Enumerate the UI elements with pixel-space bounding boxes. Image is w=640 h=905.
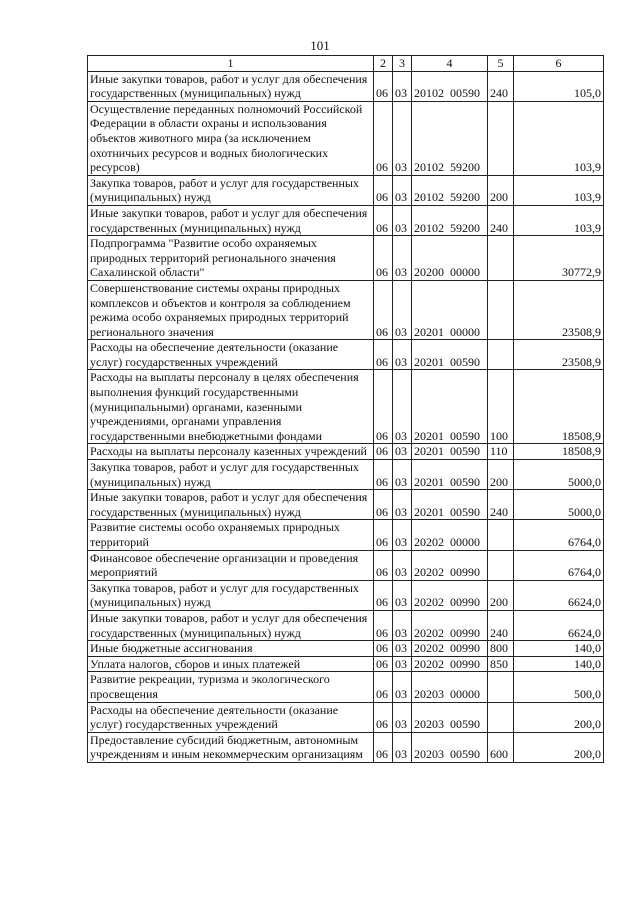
row-subsection-cell: 03 bbox=[393, 641, 412, 657]
column-header: 4 bbox=[412, 56, 488, 72]
row-subsection-cell: 03 bbox=[393, 702, 412, 732]
row-name-cell: Закупка товаров, работ и услуг для государственных (муниципальных) нужд bbox=[88, 580, 374, 610]
row-name-cell: Иные закупки товаров, работ и услуг для обеспечения государственных (муниципальных) нужд bbox=[88, 205, 374, 235]
target-article-direction-code: 00000 bbox=[450, 535, 480, 549]
row-name-cell: Закупка товаров, работ и услуг для государственных (муниципальных) нужд bbox=[88, 460, 374, 490]
row-section-cell: 06 bbox=[374, 672, 393, 702]
row-section-cell: 06 bbox=[374, 236, 393, 281]
row-expense-type-cell: 200 bbox=[488, 580, 514, 610]
table-row bbox=[88, 702, 604, 732]
row-expense-type-cell: 240 bbox=[488, 205, 514, 235]
row-target-article-cell bbox=[412, 280, 488, 339]
row-subsection-cell: 03 bbox=[393, 580, 412, 610]
row-subsection-cell: 03 bbox=[393, 205, 412, 235]
row-subsection-cell: 03 bbox=[393, 236, 412, 281]
row-sum-cell: 105,0 bbox=[514, 71, 604, 101]
row-target-article-cell bbox=[412, 610, 488, 640]
target-article-program-code: 20203 bbox=[414, 686, 444, 701]
target-article-program-code: 20203 bbox=[414, 717, 444, 732]
row-target-article-cell bbox=[412, 460, 488, 490]
row-sum-cell: 200,0 bbox=[514, 702, 604, 732]
row-section-cell: 06 bbox=[374, 641, 393, 657]
row-target-article-cell bbox=[412, 236, 488, 281]
row-name-cell: Расходы на выплаты персоналу казенных учреждений bbox=[88, 444, 374, 460]
row-section-cell: 06 bbox=[374, 580, 393, 610]
row-section-cell: 06 bbox=[374, 370, 393, 444]
row-expense-type-cell bbox=[488, 672, 514, 702]
target-article-program-code: 20202 bbox=[414, 565, 444, 580]
target-article-program-code: 20201 bbox=[414, 354, 444, 369]
row-expense-type-cell: 200 bbox=[488, 175, 514, 205]
table-row bbox=[88, 656, 604, 672]
row-subsection-cell: 03 bbox=[393, 610, 412, 640]
row-target-article-cell bbox=[412, 370, 488, 444]
row-expense-type-cell bbox=[488, 340, 514, 370]
target-article-program-code: 20202 bbox=[414, 641, 444, 656]
target-article-direction-code: 00990 bbox=[450, 641, 480, 656]
row-expense-type-cell: 240 bbox=[488, 610, 514, 640]
target-article-direction-code: 00990 bbox=[450, 656, 480, 671]
table-row bbox=[88, 520, 604, 550]
row-name-cell: Иные бюджетные ассигнования bbox=[88, 641, 374, 657]
row-sum-cell: 18508,9 bbox=[514, 444, 604, 460]
table-row bbox=[88, 610, 604, 640]
row-subsection-cell: 03 bbox=[393, 520, 412, 550]
row-target-article-cell bbox=[412, 101, 488, 175]
row-sum-cell: 6624,0 bbox=[514, 610, 604, 640]
row-expense-type-cell: 240 bbox=[488, 71, 514, 101]
row-target-article-cell bbox=[412, 550, 488, 580]
row-target-article-cell bbox=[412, 702, 488, 732]
row-expense-type-cell bbox=[488, 702, 514, 732]
table-row bbox=[88, 236, 604, 281]
row-section-cell: 06 bbox=[374, 610, 393, 640]
row-sum-cell: 23508,9 bbox=[514, 340, 604, 370]
row-subsection-cell: 03 bbox=[393, 490, 412, 520]
row-name-cell: Расходы на обеспечение деятельности (оказание услуг) государственных учреждений bbox=[88, 702, 374, 732]
row-subsection-cell: 03 bbox=[393, 101, 412, 175]
row-section-cell: 06 bbox=[374, 71, 393, 101]
row-name-cell: Расходы на обеспечение деятельности (оказание услуг) государственных учреждений bbox=[88, 340, 374, 370]
target-article-direction-code: 00000 bbox=[450, 686, 480, 701]
row-sum-cell: 6764,0 bbox=[514, 550, 604, 580]
row-name-cell: Иные закупки товаров, работ и услуг для обеспечения государственных (муниципальных) нужд bbox=[88, 71, 374, 101]
row-expense-type-cell bbox=[488, 101, 514, 175]
row-subsection-cell: 03 bbox=[393, 370, 412, 444]
target-article-program-code: 20201 bbox=[414, 474, 444, 489]
target-article-direction-code: 00990 bbox=[450, 565, 480, 580]
target-article-direction-code: 00590 bbox=[450, 474, 480, 489]
row-section-cell: 06 bbox=[374, 175, 393, 205]
target-article-direction-code: 59200 bbox=[450, 190, 480, 205]
row-subsection-cell: 03 bbox=[393, 340, 412, 370]
target-article-program-code: 20102 bbox=[414, 160, 444, 175]
row-name-cell: Развитие рекреации, туризма и экологического просвещения bbox=[88, 672, 374, 702]
row-expense-type-cell: 100 bbox=[488, 370, 514, 444]
target-article-program-code: 20201 bbox=[414, 428, 444, 443]
row-name-cell: Совершенствование системы охраны природных комплексов и объектов и контроля за соблюдением режима особо охраняемых природных территорий регионального значения bbox=[88, 280, 374, 339]
row-section-cell: 06 bbox=[374, 550, 393, 580]
row-sum-cell: 200,0 bbox=[514, 732, 604, 762]
table-row bbox=[88, 370, 604, 444]
target-article-program-code: 20200 bbox=[414, 265, 444, 280]
target-article-direction-code: 00590 bbox=[450, 717, 480, 732]
row-target-article-cell bbox=[412, 520, 488, 550]
table-row bbox=[88, 175, 604, 205]
row-target-article-cell bbox=[412, 656, 488, 672]
row-expense-type-cell bbox=[488, 280, 514, 339]
table-row bbox=[88, 444, 604, 460]
row-target-article-cell bbox=[412, 444, 488, 460]
row-section-cell: 06 bbox=[374, 520, 393, 550]
row-target-article-cell bbox=[412, 175, 488, 205]
row-name-cell: Уплата налогов, сборов и иных платежей bbox=[88, 656, 374, 672]
row-sum-cell: 103,9 bbox=[514, 205, 604, 235]
target-article-direction-code: 00590 bbox=[450, 444, 480, 459]
row-target-article-cell bbox=[412, 672, 488, 702]
table-row bbox=[88, 550, 604, 580]
table-row bbox=[88, 732, 604, 762]
target-article-direction-code: 00990 bbox=[450, 625, 480, 640]
row-subsection-cell: 03 bbox=[393, 672, 412, 702]
row-expense-type-cell: 850 bbox=[488, 656, 514, 672]
row-expense-type-cell: 240 bbox=[488, 490, 514, 520]
budget-table bbox=[87, 55, 604, 763]
row-section-cell: 06 bbox=[374, 205, 393, 235]
table-row bbox=[88, 580, 604, 610]
table-row bbox=[88, 71, 604, 101]
row-name-cell: Развитие системы особо охраняемых природных территорий bbox=[88, 520, 374, 550]
row-target-article-cell bbox=[412, 490, 488, 520]
target-article-direction-code: 00590 bbox=[450, 504, 480, 519]
row-subsection-cell: 03 bbox=[393, 280, 412, 339]
target-article-program-code: 20202 bbox=[414, 595, 444, 610]
row-section-cell: 06 bbox=[374, 490, 393, 520]
row-sum-cell: 500,0 bbox=[514, 672, 604, 702]
table-row bbox=[88, 490, 604, 520]
row-target-article-cell bbox=[412, 205, 488, 235]
target-article-program-code: 20202 bbox=[414, 535, 444, 549]
row-section-cell: 06 bbox=[374, 702, 393, 732]
row-sum-cell: 30772,9 bbox=[514, 236, 604, 281]
header-row bbox=[88, 56, 604, 72]
target-article-direction-code: 00000 bbox=[450, 265, 480, 280]
row-section-cell: 06 bbox=[374, 444, 393, 460]
target-article-direction-code: 00590 bbox=[450, 354, 480, 369]
row-subsection-cell: 03 bbox=[393, 175, 412, 205]
target-article-direction-code: 00000 bbox=[450, 324, 480, 339]
row-sum-cell: 103,9 bbox=[514, 101, 604, 175]
row-sum-cell: 6624,0 bbox=[514, 580, 604, 610]
row-section-cell: 06 bbox=[374, 101, 393, 175]
row-sum-cell: 5000,0 bbox=[514, 460, 604, 490]
row-name-cell: Иные закупки товаров, работ и услуг для обеспечения государственных (муниципальных) нужд bbox=[88, 610, 374, 640]
target-article-program-code: 20102 bbox=[414, 86, 444, 101]
row-expense-type-cell: 200 bbox=[488, 460, 514, 490]
row-expense-type-cell bbox=[488, 550, 514, 580]
table-body bbox=[88, 71, 604, 762]
row-name-cell: Предоставление субсидий бюджетным, автономным учреждениям и иным некоммерческим организациям bbox=[88, 732, 374, 762]
row-subsection-cell: 03 bbox=[393, 460, 412, 490]
row-section-cell: 06 bbox=[374, 340, 393, 370]
row-sum-cell: 23508,9 bbox=[514, 280, 604, 339]
table-row bbox=[88, 641, 604, 657]
row-name-cell: Закупка товаров, работ и услуг для государственных (муниципальных) нужд bbox=[88, 175, 374, 205]
row-sum-cell: 103,9 bbox=[514, 175, 604, 205]
row-section-cell: 06 bbox=[374, 280, 393, 339]
row-expense-type-cell: 110 bbox=[488, 444, 514, 460]
row-name-cell: Иные закупки товаров, работ и услуг для обеспечения государственных (муниципальных) нужд bbox=[88, 490, 374, 520]
target-article-direction-code: 00590 bbox=[450, 747, 480, 762]
column-header: 1 bbox=[88, 56, 374, 72]
target-article-direction-code: 59200 bbox=[450, 220, 480, 235]
table-row bbox=[88, 340, 604, 370]
row-expense-type-cell: 600 bbox=[488, 732, 514, 762]
page-number: 101 bbox=[310, 38, 330, 53]
row-expense-type-cell: 800 bbox=[488, 641, 514, 657]
table-row bbox=[88, 672, 604, 702]
row-sum-cell: 6764,0 bbox=[514, 520, 604, 550]
row-target-article-cell bbox=[412, 641, 488, 657]
target-article-program-code: 20202 bbox=[414, 625, 444, 640]
row-sum-cell: 140,0 bbox=[514, 641, 604, 657]
target-article-direction-code: 59200 bbox=[450, 160, 480, 175]
row-name-cell: Подпрограмма "Развитие особо охраняемых природных территорий регионального значения Сахалинской области" bbox=[88, 236, 374, 281]
column-header: 3 bbox=[393, 56, 412, 72]
table-row bbox=[88, 280, 604, 339]
row-sum-cell: 140,0 bbox=[514, 656, 604, 672]
row-target-article-cell bbox=[412, 732, 488, 762]
row-section-cell: 06 bbox=[374, 460, 393, 490]
row-subsection-cell: 03 bbox=[393, 71, 412, 101]
table-row bbox=[88, 101, 604, 175]
target-article-program-code: 20102 bbox=[414, 190, 444, 205]
target-article-program-code: 20102 bbox=[414, 220, 444, 235]
target-article-direction-code: 00990 bbox=[450, 595, 480, 610]
row-subsection-cell: 03 bbox=[393, 550, 412, 580]
target-article-program-code: 20201 bbox=[414, 324, 444, 339]
column-header: 6 bbox=[514, 56, 604, 72]
table-row bbox=[88, 460, 604, 490]
row-target-article-cell bbox=[412, 580, 488, 610]
column-header: 5 bbox=[488, 56, 514, 72]
target-article-program-code: 20202 bbox=[414, 656, 444, 671]
row-section-cell: 06 bbox=[374, 732, 393, 762]
row-expense-type-cell bbox=[488, 520, 514, 550]
target-article-program-code: 20203 bbox=[414, 747, 444, 762]
row-name-cell: Осуществление переданных полномочий Российской Федерации в области охраны и использования объектов животного мира (за исключением охотничьих ресурсов и водных биологических ресурсов) bbox=[88, 101, 374, 175]
row-subsection-cell: 03 bbox=[393, 732, 412, 762]
target-article-program-code: 20201 bbox=[414, 444, 444, 459]
row-target-article-cell bbox=[412, 340, 488, 370]
row-sum-cell: 5000,0 bbox=[514, 490, 604, 520]
row-name-cell: Финансовое обеспечение организации и проведения мероприятий bbox=[88, 550, 374, 580]
row-target-article-cell bbox=[412, 71, 488, 101]
row-section-cell: 06 bbox=[374, 656, 393, 672]
target-article-direction-code: 00590 bbox=[450, 428, 480, 443]
row-expense-type-cell bbox=[488, 236, 514, 281]
row-subsection-cell: 03 bbox=[393, 656, 412, 672]
row-sum-cell: 18508,9 bbox=[514, 370, 604, 444]
target-article-direction-code: 00590 bbox=[450, 86, 480, 101]
target-article-program-code: 20201 bbox=[414, 504, 444, 519]
row-name-cell: Расходы на выплаты персоналу в целях обеспечения выполнения функций государственными (муниципальными) органами, казенными учреждениями, органами управления государственными внебюджетными фондами bbox=[88, 370, 374, 444]
column-header: 2 bbox=[374, 56, 393, 72]
row-subsection-cell: 03 bbox=[393, 444, 412, 460]
table-row bbox=[88, 205, 604, 235]
